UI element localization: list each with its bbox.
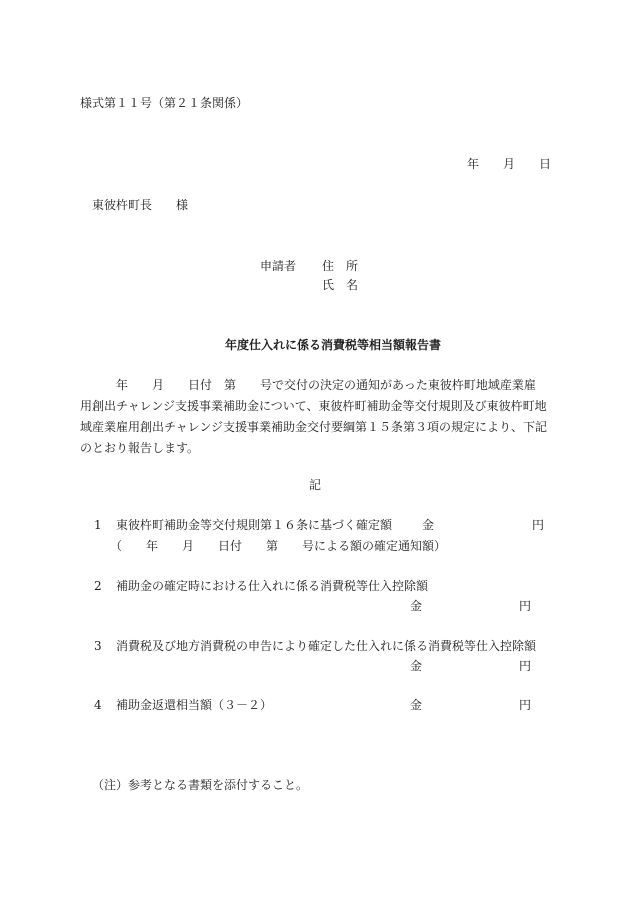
- item-text: 消費税及び地方消費税の申告により確定した仕入れに係る消費税等仕入控除額: [116, 639, 537, 653]
- item-en: 円: [519, 599, 532, 613]
- ki-heading: 記: [309, 478, 322, 492]
- date-month-label: 月: [503, 157, 516, 171]
- item-subtext: （ 年 月 日付 第 号による額の確定通知額）: [110, 539, 447, 553]
- item-text: 補助金返還相当額（３－２）: [116, 698, 273, 712]
- item-kin: 金: [422, 518, 435, 532]
- addressee: 東彼杵町長 様: [92, 198, 189, 212]
- item-en: 円: [519, 698, 532, 712]
- item-en: 円: [519, 659, 532, 673]
- applicant-name-label: 氏 名: [322, 278, 359, 292]
- item-text: 補助金の確定時における仕入れに係る消費税等仕入控除額: [116, 579, 429, 593]
- item-kin: 金: [410, 698, 423, 712]
- body-line: のとおり報告します。: [80, 441, 200, 455]
- item-number: 3: [94, 639, 102, 653]
- date-day-label: 日: [539, 157, 552, 171]
- item-kin: 金: [410, 599, 423, 613]
- item-en: 円: [532, 518, 545, 532]
- applicant-address-label: 住 所: [322, 259, 359, 273]
- item-text: 東彼杵町補助金等交付規則第１６条に基づく確定額: [116, 518, 393, 532]
- item-number: 1: [94, 518, 102, 532]
- note: （注）参考となる書類を添付すること。: [92, 778, 309, 792]
- form-number: 様式第１１号（第２１条関係）: [80, 96, 249, 110]
- body-line: 用創出チャレンジ支援事業補助金について、東彼杵町補助金等交付規則及び東彼杵町地: [80, 399, 547, 413]
- body-paragraph: [80, 375, 550, 459]
- body-line: 年 月 日付 第 号で交付の決定の通知があった東彼杵町地域産業雇: [80, 378, 536, 392]
- item-kin: 金: [410, 659, 423, 673]
- item-number: 2: [94, 579, 102, 593]
- item-number: 4: [94, 698, 102, 712]
- document-title: 年度仕入れに係る消費税等相当額報告書: [225, 338, 442, 352]
- applicant-label: 申請者: [260, 259, 297, 273]
- body-line: 域産業雇用創出チャレンジ支援事業補助金交付要綱第１５条第３項の規定により、下記: [80, 420, 548, 434]
- date-year-label: 年: [467, 157, 480, 171]
